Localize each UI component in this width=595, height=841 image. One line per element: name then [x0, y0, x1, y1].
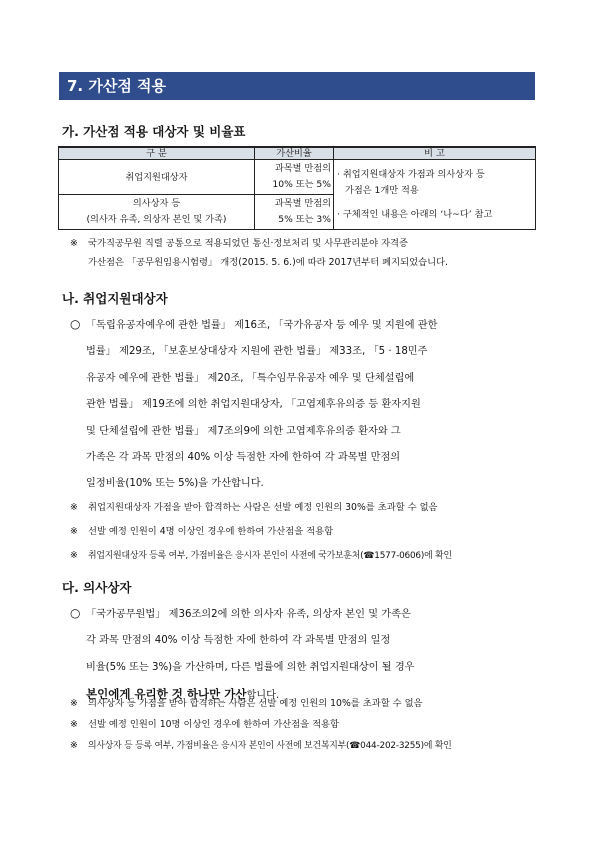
list-item: ※ 취업지원대상자 등록 여부, 가점비율은 응시자 본인이 사전에 국가보훈처(☎1577-0606)에 확인 [70, 550, 452, 561]
paragraph-c: ○ 「국가공무원법」 제36조의2에 의한 의사자 유족, 의상자 본인 및 가족은 각 과목 만점의 40% 이상 득점한 자에 한하여 각 과목별 만점의 일정 비율(5% 또는 3%)을 가산하며, 다른 법률에 의한 취업지원대상이 될 경우 본인에게 유리한 것 하나만 가산합니다. [70, 600, 538, 710]
subsection-title-c: 다. 의사상자 [62, 580, 132, 595]
bullet-circle: ○ [70, 317, 81, 331]
list-item: ※ 선발 예정 인원이 4명 이상인 경우에 한하여 가산점을 적용함 [70, 526, 334, 537]
subsection-title-b: 나. 취업지원대상자 [62, 291, 168, 306]
list-item: ※ 선발 예정 인원이 10명 이상인 경우에 한하여 가산점을 적용함 [70, 719, 340, 730]
notes-b [70, 496, 540, 568]
emphasis-text: 본인에게 유리한 것 하나만 가산 [86, 687, 247, 702]
list-item: ※ 취업지원대상자 가점을 받아 합격하는 사람은 선발 예정 인원의 30%를 초과할 수 없음 [70, 502, 438, 513]
bonus-rate-table [58, 146, 536, 230]
list-item: ※ 의사상자 등 가점을 받아 합격하는 사람은 선발 예정 인원의 10%를 초과할 수 없음 [70, 698, 423, 709]
note-a: ※ 국가직공무원 직렬 공통으로 적용되었던 통신·정보처리 및 사무관리분야 자격증 가산점은 「공무원임용시험령」 개정(2015. 5. 6.)에 따라 2017년부터 폐지되었습니다. [70, 234, 540, 272]
table-row [59, 160, 536, 195]
row2-ratio: 과목별 만점의 5% 또는 3% [255, 195, 334, 230]
notes-c [70, 693, 540, 757]
subsection-title-a: 가. 가산점 적용 대상자 및 비율표 [62, 124, 246, 139]
list-item: ※ 의사상자 등 등록 여부, 가점비율은 응시자 본인이 사전에 보건복지부(☎044-202-3255)에 확인 [70, 740, 452, 751]
note-mark: ※ [70, 238, 78, 249]
table-header-row [59, 147, 536, 160]
row1-category: 취업지원대상자 [59, 160, 255, 195]
header-remarks: 비 고 [334, 147, 536, 160]
header-ratio: 가산비율 [255, 147, 334, 160]
section-title: 7. 가산점 적용 [59, 72, 535, 100]
row1-ratio: 과목별 만점의 10% 또는 5% [255, 160, 334, 195]
bullet-circle: ○ [70, 606, 81, 620]
row2-category: 의사상자 등 (의사자 유족, 의상자 본인 및 가족) [59, 195, 255, 230]
paragraph-b: ○ 「독립유공자예우에 관한 법률」 제16조, 「국가유공자 등 예우 및 지원에 관한 법률」 제29조, 「보훈보상대상자 지원에 관한 법률」 제33조, 「5 · 18민주 유공자 예우에 관한 법률」 제20조, 「특수임무유공자 예우 및 단체설립에 관한 법률」 제19조에 의한 취업지원대상자, 「고엽제후유의증 등 환자지원 및 단체설립에 관한 법률」 제7조의9에 의한 고엽제후유의증 환자와 그 가족은 각 과목 만점의 40% 이상 득점한 자에 한하여 각 과목별 만점의 일정비율(10% 또는 5%)을 가산합니다. [70, 311, 538, 498]
header-category: 구 분 [59, 147, 255, 160]
remarks-cell: · 취업지원대상자 가점과 의사상자 등 가점은 1개만 적용 · 구체적인 내용은 아래의 ‘나~다’ 참고 [334, 160, 536, 230]
